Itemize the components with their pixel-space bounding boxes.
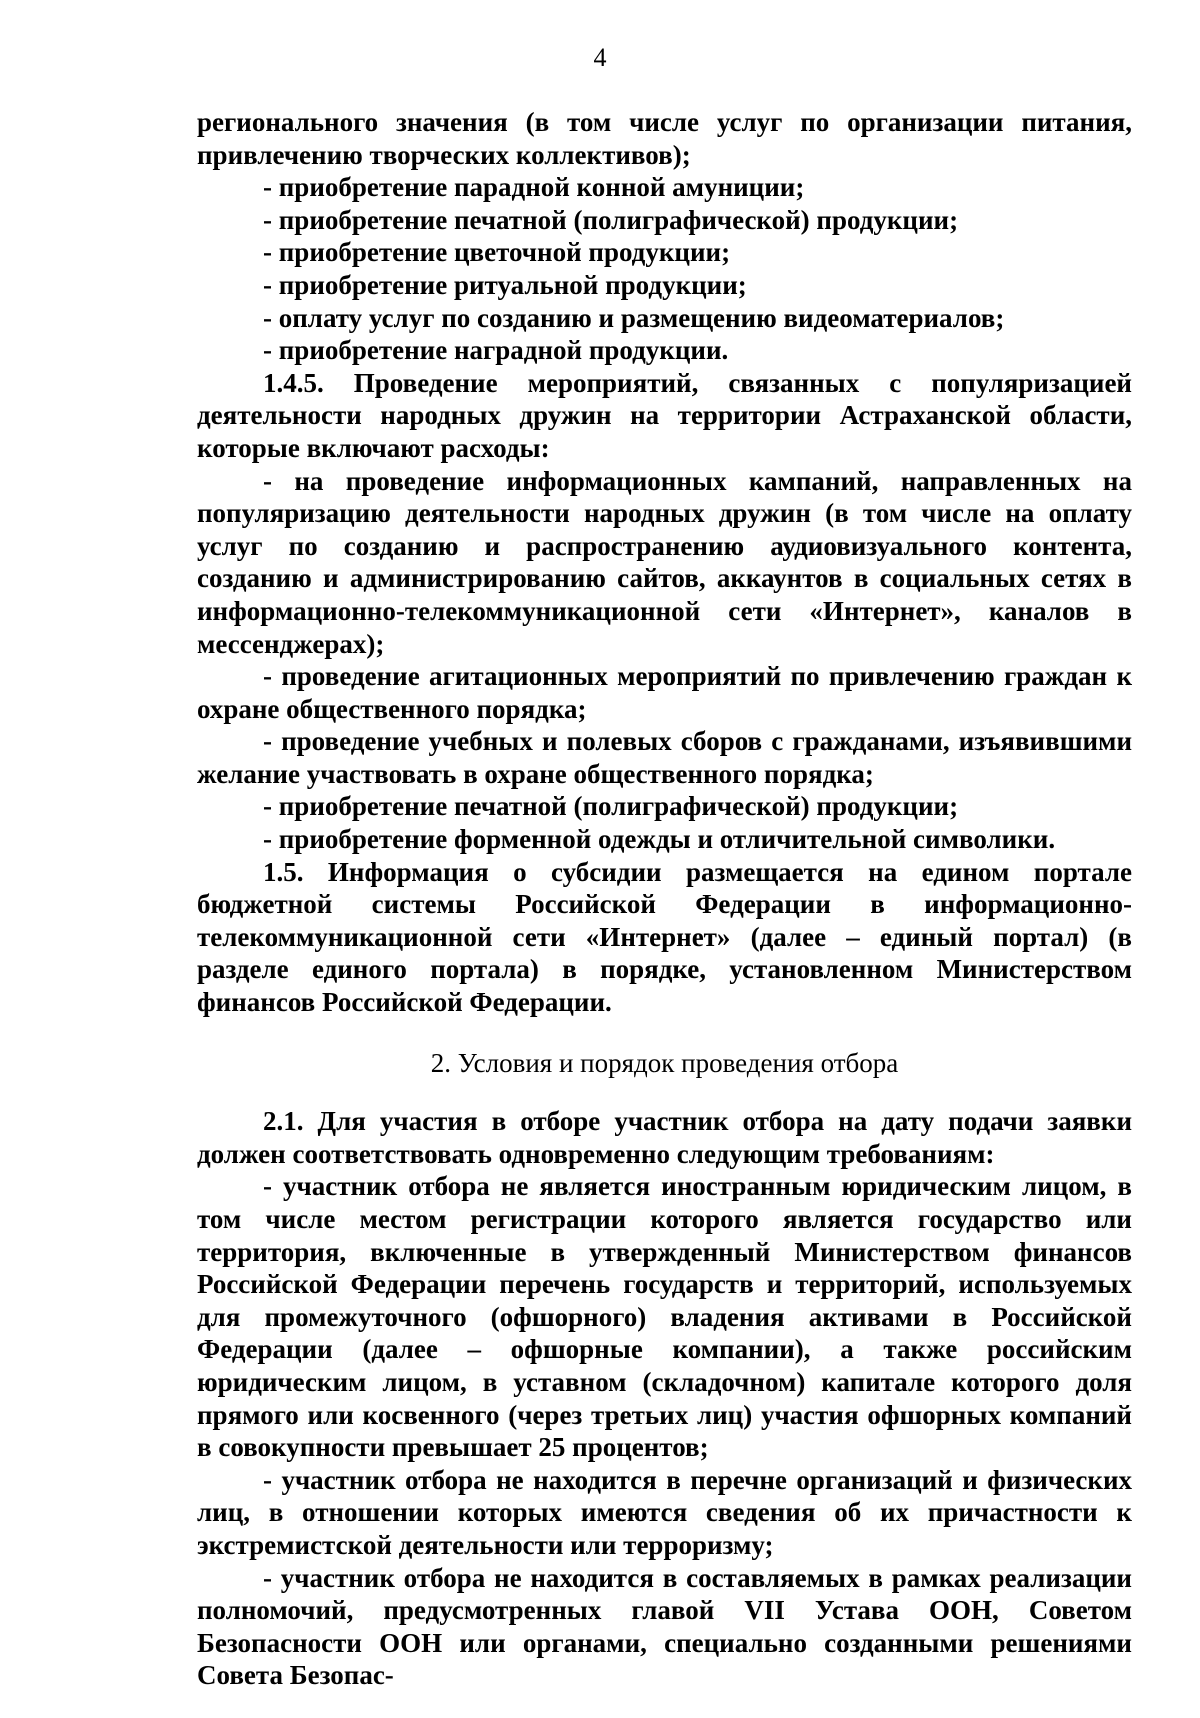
document-body [197,106,1132,1692]
list-item: - приобретение печатной (полиграфической) продукции; [263,204,959,235]
list-item: - участник отбора не является иностранным юридическим лицом, в том числе местом регистрации которого является государство или территория, включенные в утвержденный Министерством финансов Российской Федерации перечень государств и территорий, используемых для промежуточного (офшорного) владения активами в Российской Федерации (далее – офшорные компании), а также российским юридическим лицом, в уставном (складочном) капитале которого доля прямого или косвенного (через третьих лиц) участия офшорных компаний в совокупности превышает 25 процентов; [197,1171,1132,1463]
list-item: - приобретение наградной продукции. [263,335,729,366]
page-number: 4 [593,43,607,72]
list-item: - оплату услуг по созданию и размещению видеоматериалов; [263,302,1005,333]
section-heading: 2. Условия и порядок проведения отбора [430,1047,899,1078]
list-item: - участник отбора не находится в перечне организаций и физических лиц, в отношении которых имеются сведения об их причастности к экстремистской деятельности или терроризму; [197,1464,1132,1560]
paragraph: 1.4.5. Проведение мероприятий, связанных с популяризацией деятельности народных дружин на территории Астраханской области, которые включают расходы: [197,367,1132,463]
paragraph: 1.5. Информация о субсидии размещается на едином портале бюджетной системы Российской Федерации в информационно-телекоммуникационной сети «Интернет» (далее – единый портал) (в разделе единого портала) в порядке, установленном Министерством финансов Российской Федерации. [197,856,1132,1018]
paragraphs-after-heading [197,1105,1132,1692]
list-item: - участник отбора не находится в составляемых в рамках реализации полномочий, предусмотренных главой VII Устава ООН, Советом Безопасности ООН или органами, специально созданными решениями Совета Безопас- [197,1562,1132,1691]
list-item: - приобретение печатной (полиграфической) продукции; [263,791,959,822]
list-item: - приобретение цветочной продукции; [263,237,731,268]
paragraph: 2.1. Для участия в отборе участник отбора на дату подачи заявки должен соответствовать одновременно следующим требованиям: [197,1106,1132,1169]
list-item: - приобретение ритуальной продукции; [263,269,747,300]
list-item: - проведение учебных и полевых сборов с гражданами, изъявившими желание участвовать в охране общественного порядка; [197,726,1132,789]
paragraph: регионального значения (в том числе услуг по организации питания, привлечению творческих коллективов); [197,107,1132,170]
list-item: - приобретение форменной одежды и отличительной символики. [263,824,1056,855]
list-item: - на проведение информационных кампаний, направленных на популяризацию деятельности народных дружин (в том числе на оплату услуг по созданию и распространению аудиовизуального контента, созданию и администрированию сайтов, аккаунтов в социальных сетях в информационно-телекоммуникационной сети «Интернет», каналов в мессенджерах); [197,465,1132,659]
list-item: - проведение агитационных мероприятий по привлечению граждан к охране общественного порядка; [197,661,1132,724]
list-item: - приобретение парадной конной амуниции; [263,172,805,203]
paragraphs-before-heading [197,106,1132,1019]
